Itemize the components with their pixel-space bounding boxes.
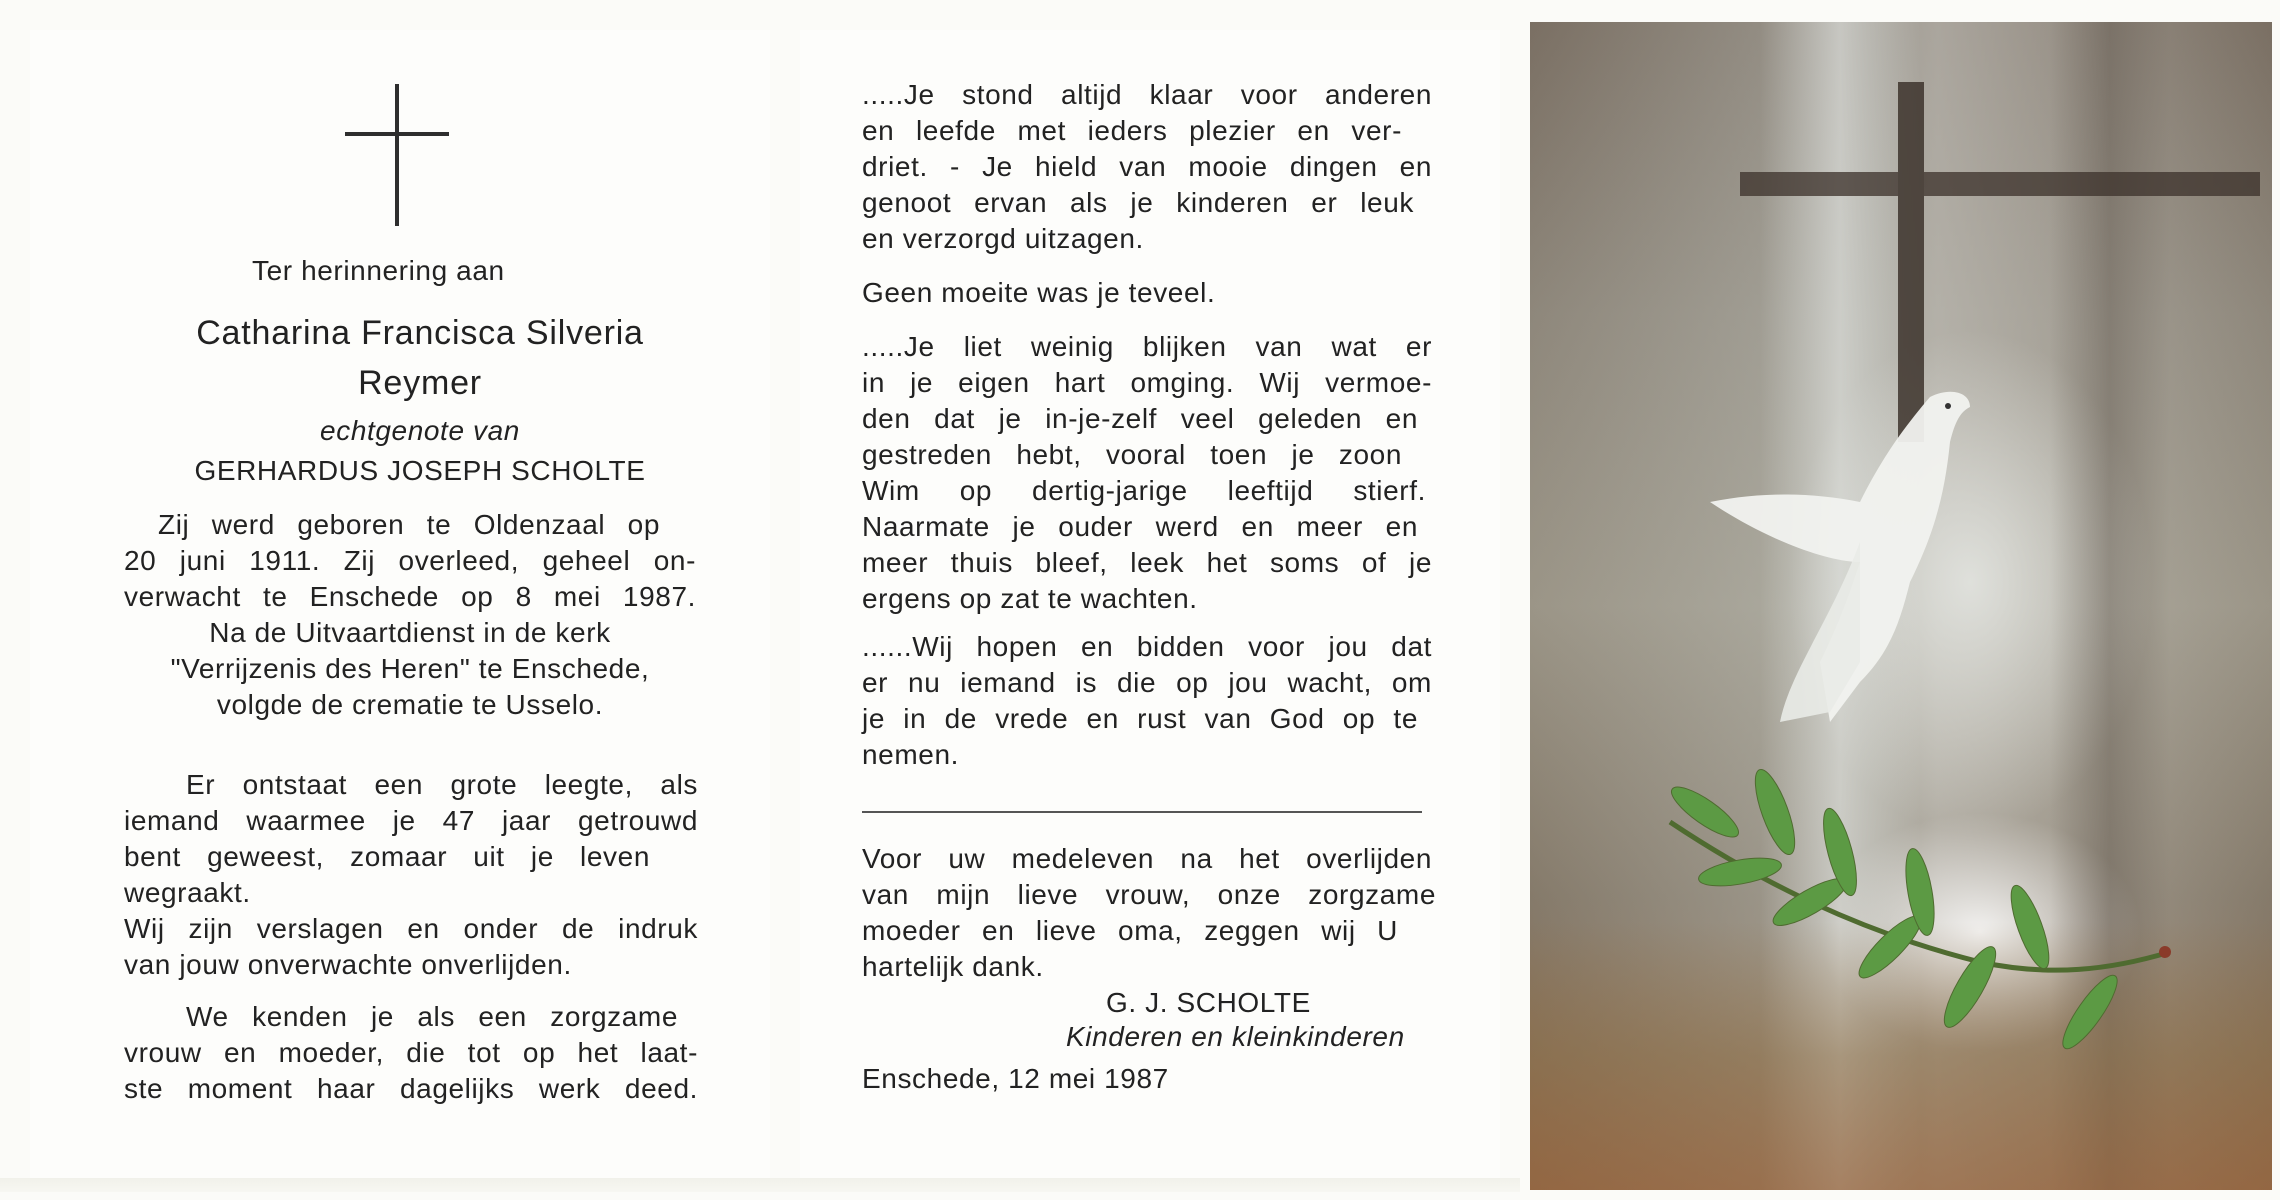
para2-line: ste moment haar dagelijks werk deed. — [124, 1073, 698, 1104]
mid-para4-line: je in de vrede en rust van God op te — [862, 703, 1418, 734]
bio-line: volgde de crematie te Usselo. — [216, 689, 604, 720]
para1-line: iemand waarmee je 47 jaar getrouwd — [124, 805, 698, 836]
mid-para3-line: meer thuis bleef, leek het soms of je — [862, 547, 1432, 578]
bio-line: "Verrijzenis des Heren" te Enschede, — [170, 653, 650, 684]
mid-para4-line: er nu iemand is die op jou wacht, om — [862, 667, 1432, 698]
para1-line: Wij zijn verslagen en onder de indruk — [124, 913, 698, 944]
deceased-name-line1: Catharina Francisca Silveria — [196, 314, 644, 352]
mid-para3-line: Naarmate je ouder werd en meer en — [862, 511, 1418, 542]
place-date: Enschede, 12 mei 1987 — [862, 1063, 1169, 1094]
mid-para1-line: en leefde met ieders plezier en ver- — [862, 115, 1402, 146]
signature: G. J. SCHOLTE — [1106, 987, 1311, 1018]
para1-line: bent geweest, zomaar uit je leven — [124, 841, 650, 872]
mid-para3-line: den dat je in-je-zelf veel geleden en — [862, 403, 1418, 434]
thanks-line: Voor uw medeleven na het overlijden — [862, 843, 1432, 874]
para1-line: wegraakt. — [124, 877, 251, 908]
bio-line: Na de Uitvaartdienst in de kerk — [209, 617, 611, 648]
card-fold-edge — [0, 1178, 1520, 1192]
divider-rule — [862, 811, 1422, 813]
thanks-line: hartelijk dank. — [862, 951, 1044, 982]
para1-line: van jouw onverwachte onverlijden. — [124, 949, 572, 980]
intro-text: Ter herinnering aan — [252, 255, 505, 286]
thanks-line: moeder en lieve oma, zeggen wij U — [862, 915, 1398, 946]
mid-para3-line: ergens op zat te wachten. — [862, 583, 1198, 614]
para2-line: vrouw en moeder, die tot op het laat- — [124, 1037, 698, 1068]
mid-para3-line: gestreden hebt, vooral toen je zoon — [862, 439, 1402, 470]
para2-line: We kenden je als een zorgzame — [186, 1001, 678, 1032]
mid-para3-line: .....Je liet weinig blijken van wat er — [862, 331, 1432, 362]
dove-cross-painting — [1530, 22, 2272, 1190]
bio-line: 20 juni 1911. Zij overleed, geheel on- — [124, 545, 696, 576]
olive-branch-icon — [1665, 765, 2171, 1055]
mid-para2: Geen moeite was je teveel. — [862, 277, 1216, 308]
mid-para1-line: genoot ervan als je kinderen er leuk — [862, 187, 1414, 218]
mid-para1-line: .....Je stond altijd klaar voor anderen — [862, 79, 1432, 110]
spouse-label: echtgenote van — [320, 415, 520, 446]
deceased-name-line2: Reymer — [358, 364, 482, 402]
dove-icon — [1710, 392, 1970, 722]
painted-cross-icon — [1740, 82, 2260, 442]
thanks-line: van mijn lieve vrouw, onze zorgzame — [862, 879, 1436, 910]
mid-para4-line: ......Wij hopen en bidden voor jou dat — [862, 631, 1432, 662]
bio-line: verwacht te Enschede op 8 mei 1987. — [124, 581, 696, 612]
mid-para3-line: in je eigen hart omging. Wij vermoe- — [862, 367, 1432, 398]
family-line: Kinderen en kleinkinderen — [1066, 1021, 1405, 1052]
mid-para1-line: driet. - Je hield van mooie dingen en — [862, 151, 1432, 182]
bio-line: Zij werd geboren te Oldenzaal op — [158, 509, 660, 540]
mid-para3-line: Wim op dertig-jarige leeftijd stierf. — [862, 475, 1426, 506]
spouse-name: GERHARDUS JOSEPH SCHOLTE — [194, 455, 646, 486]
mid-para4-line: nemen. — [862, 739, 959, 770]
cross-icon — [345, 84, 449, 226]
para1-line: Er ontstaat een grote leegte, als — [186, 769, 698, 800]
mid-para1-line: en verzorgd uitzagen. — [862, 223, 1144, 254]
